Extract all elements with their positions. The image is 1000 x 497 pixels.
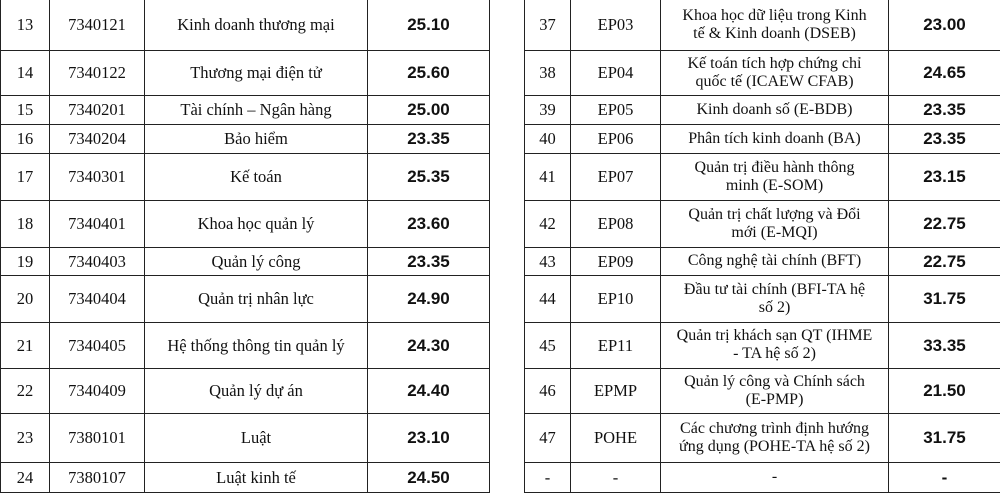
program-name-line2: mới (E-MQI) (731, 223, 818, 241)
major-name-cell: Quản trị nhân lực (145, 275, 368, 322)
stt-cell: 14 (1, 50, 50, 95)
code-cell: 7340301 (50, 153, 145, 200)
score-cell: 23.35 (889, 95, 1000, 124)
code-cell: 7380107 (50, 462, 145, 492)
program-name-line1: - (771, 468, 778, 485)
program-name-line2: - TA hệ số 2) (733, 345, 816, 362)
score-cell: 23.15 (889, 153, 1000, 200)
stt-cell: 38 (525, 50, 571, 95)
table-row (525, 462, 1000, 492)
stt-cell: 23 (1, 413, 50, 462)
program-name-line1: Đầu tư tài chính (BFI-TA hệ (683, 280, 866, 298)
code-cell: 7340409 (50, 368, 145, 413)
table-row (525, 322, 1000, 368)
program-name-cell (661, 153, 889, 200)
code-cell: EP08 (571, 200, 661, 247)
program-name-line1: Quản trị chất lượng và Đổi (688, 205, 861, 223)
stt-cell: 13 (1, 0, 50, 50)
score-cell: 25.35 (368, 153, 490, 200)
program-name-cell (661, 200, 889, 247)
score-cell: - (889, 462, 1000, 492)
table-row (1, 413, 490, 462)
score-cell: 23.10 (368, 413, 490, 462)
table-row (1, 0, 490, 50)
major-name-cell: Quản lý dự án (145, 368, 368, 413)
code-cell: 7340404 (50, 275, 145, 322)
code-cell: EP06 (571, 124, 661, 153)
major-name-cell: Bảo hiểm (145, 124, 368, 153)
stt-cell: 20 (1, 275, 50, 322)
code-cell: 7340121 (50, 0, 145, 50)
score-cell: 22.75 (889, 247, 1000, 275)
table-row (1, 322, 490, 368)
program-name-line2: quốc tế (ICAEW CFAB) (695, 72, 854, 90)
score-cell: 24.40 (368, 368, 490, 413)
score-cell: 25.60 (368, 50, 490, 95)
table-row (1, 275, 490, 322)
major-name-cell: Kinh doanh thương mại (145, 0, 368, 50)
program-name-cell (661, 247, 889, 275)
score-cell: 24.65 (889, 50, 1000, 95)
major-name-cell: Luật (145, 413, 368, 462)
table-row (525, 0, 1000, 50)
stt-cell: 17 (1, 153, 50, 200)
stt-cell: 15 (1, 95, 50, 124)
program-name-line1: Các chương trình định hướng (680, 419, 869, 437)
stt-cell: 39 (525, 95, 571, 124)
table-row (1, 247, 490, 275)
table-row (525, 50, 1000, 95)
code-cell: - (571, 462, 661, 492)
program-name-line2: minh (E-SOM) (725, 176, 824, 194)
program-name-cell (661, 124, 889, 153)
major-name-cell: Kế toán (145, 153, 368, 200)
table-row (525, 153, 1000, 200)
stt-cell: 46 (525, 368, 571, 413)
score-cell: 25.10 (368, 0, 490, 50)
table-row (525, 200, 1000, 247)
score-cell: 23.35 (368, 247, 490, 275)
score-cell: 21.50 (889, 368, 1000, 413)
table-row (525, 124, 1000, 153)
score-cell: 31.75 (889, 275, 1000, 322)
major-name-cell: Quản lý công (145, 247, 368, 275)
code-cell: EP07 (571, 153, 661, 200)
score-cell: 33.35 (889, 322, 1000, 368)
stt-cell: - (525, 462, 571, 492)
table-row (1, 124, 490, 153)
score-cell: 31.75 (889, 413, 1000, 462)
stt-cell: 22 (1, 368, 50, 413)
major-name-cell: Luật kinh tế (145, 462, 368, 492)
program-name-cell (661, 413, 889, 462)
program-name-line1: Công nghệ tài chính (BFT) (687, 252, 862, 269)
code-cell: EP04 (571, 50, 661, 95)
stt-cell: 41 (525, 153, 571, 200)
table-row (525, 275, 1000, 322)
code-cell: 7340204 (50, 124, 145, 153)
table-row (1, 462, 490, 492)
admission-scores-table-right (524, 0, 1000, 493)
program-name-line1: Quản trị điều hành thông (694, 158, 855, 176)
major-name-cell: Khoa học quản lý (145, 200, 368, 247)
score-cell: 24.90 (368, 275, 490, 322)
program-name-line2: số 2) (758, 298, 791, 316)
score-cell: 23.00 (889, 0, 1000, 50)
score-cell: 25.00 (368, 95, 490, 124)
code-cell: 7340401 (50, 200, 145, 247)
table-row (1, 368, 490, 413)
program-name-cell (661, 95, 889, 124)
stt-cell: 16 (1, 124, 50, 153)
table-row (525, 95, 1000, 124)
program-name-line2: tế & Kinh doanh (DSEB) (693, 24, 856, 42)
score-cell: 24.50 (368, 462, 490, 492)
code-cell: 7340122 (50, 50, 145, 95)
table-row (1, 50, 490, 95)
program-name-cell (661, 275, 889, 322)
score-cell: 22.75 (889, 200, 1000, 247)
program-name-line2: ứng dụng (POHE-TA hệ số 2) (679, 437, 870, 455)
stt-cell: 18 (1, 200, 50, 247)
program-name-line1: Kinh doanh số (E-BDB) (696, 100, 853, 118)
stt-cell: 24 (1, 462, 50, 492)
program-name-cell (661, 322, 889, 368)
program-name-line1: Quản trị khách sạn QT (IHME (676, 327, 873, 344)
program-name-line1: Kế toán tích hợp chứng chỉ (687, 54, 862, 72)
stt-cell: 21 (1, 322, 50, 368)
stt-cell: 47 (525, 413, 571, 462)
program-name-cell (661, 50, 889, 95)
table-row (525, 247, 1000, 275)
code-cell: EP09 (571, 247, 661, 275)
stt-cell: 19 (1, 247, 50, 275)
program-name-line1: Quản lý công và Chính sách (684, 372, 865, 390)
stt-cell: 42 (525, 200, 571, 247)
score-cell: 23.35 (889, 124, 1000, 153)
code-cell: 7340405 (50, 322, 145, 368)
table-row (1, 153, 490, 200)
table-row (1, 200, 490, 247)
table-row (525, 413, 1000, 462)
program-name-line2: (E-PMP) (745, 390, 804, 408)
program-name-line1: Khoa học dữ liệu trong Kinh (682, 6, 867, 24)
code-cell: EP10 (571, 275, 661, 322)
code-cell: EP03 (571, 0, 661, 50)
table-row (525, 368, 1000, 413)
code-cell: 7380101 (50, 413, 145, 462)
stt-cell: 43 (525, 247, 571, 275)
program-name-cell (661, 462, 889, 492)
stt-cell: 40 (525, 124, 571, 153)
program-name-cell (661, 0, 889, 50)
score-cell: 23.60 (368, 200, 490, 247)
program-name-cell (661, 368, 889, 413)
code-cell: EP11 (571, 322, 661, 368)
code-cell: EPMP (571, 368, 661, 413)
stt-cell: 44 (525, 275, 571, 322)
score-cell: 24.30 (368, 322, 490, 368)
code-cell: POHE (571, 413, 661, 462)
major-name-cell: Hệ thống thông tin quản lý (145, 322, 368, 368)
major-name-cell: Tài chính – Ngân hàng (145, 95, 368, 124)
code-cell: EP05 (571, 95, 661, 124)
code-cell: 7340403 (50, 247, 145, 275)
code-cell: 7340201 (50, 95, 145, 124)
score-cell: 23.35 (368, 124, 490, 153)
stt-cell: 45 (525, 322, 571, 368)
admission-scores-table-left (0, 0, 490, 493)
stt-cell: 37 (525, 0, 571, 50)
program-name-line1: Phân tích kinh doanh (BA) (688, 129, 861, 147)
major-name-cell: Thương mại điện tử (145, 50, 368, 95)
table-row (1, 95, 490, 124)
